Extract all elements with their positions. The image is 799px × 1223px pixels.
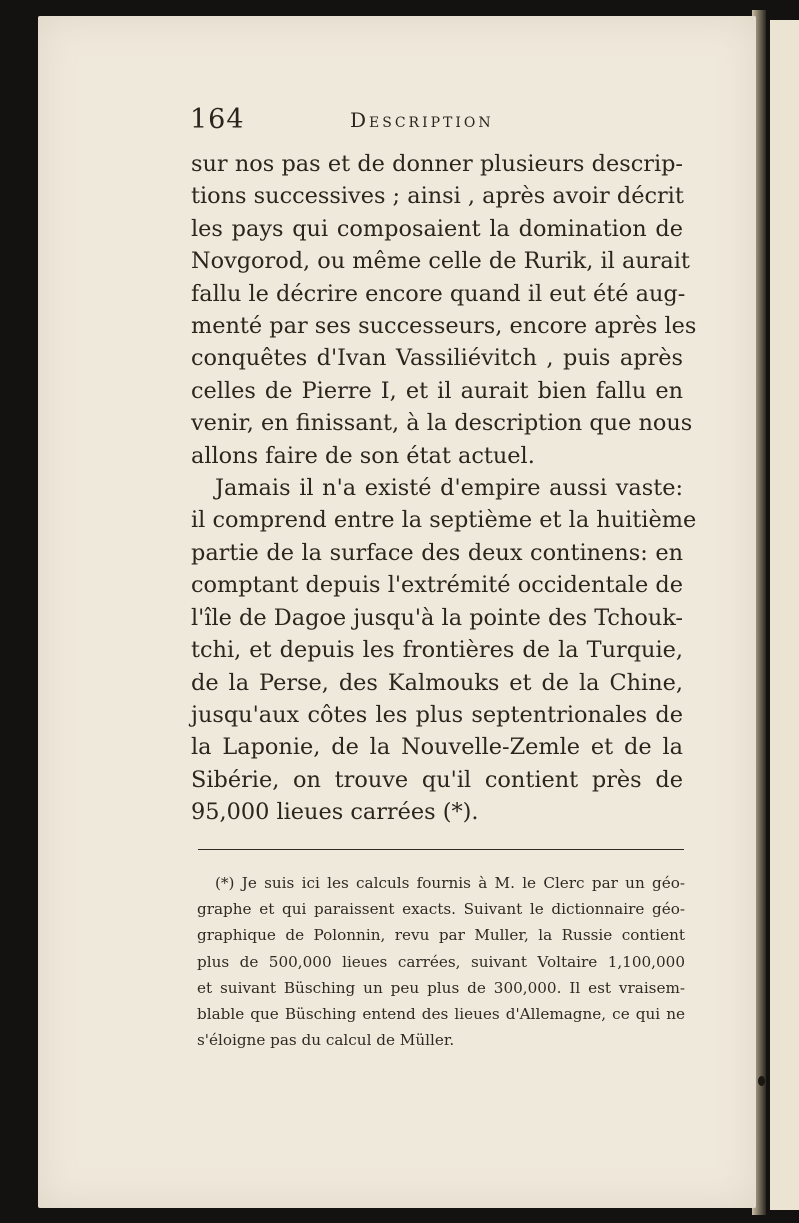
footnote-line: blable que Büsching entend des lieues d'Allemagne, ce qui ne xyxy=(197,1005,685,1024)
page-header xyxy=(190,104,690,140)
text-line: de la Perse, des Kalmouks et de la Chine, xyxy=(191,669,683,696)
text-line: Novgorod, ou même celle de Rurik, il aurait xyxy=(191,248,690,275)
footnote-line: (*) Je suis ici les calculs fournis à M. le Clerc par un géo- xyxy=(215,874,685,892)
text-line: allons faire de son état actuel. xyxy=(191,442,535,469)
text-line: 95,000 lieues carrées (*). xyxy=(191,799,479,826)
text-line: comptant depuis l'extrémité occidentale de xyxy=(191,572,683,599)
text-line: celles de Pierre I, et il aurait bien fallu en xyxy=(191,377,683,404)
text-line: jusqu'aux côtes les plus septentrionales de xyxy=(191,701,683,728)
body-text xyxy=(191,148,697,829)
text-line: Jamais il n'a existé d'empire aussi vaste: xyxy=(215,475,683,502)
text-line: sur nos pas et de donner plusieurs descrip- xyxy=(191,151,683,177)
text-line: tions successives ; ainsi , après avoir décrit xyxy=(191,183,684,210)
text-line: conquêtes d'Ivan Vassiliévitch , puis après xyxy=(191,345,683,372)
page-number: 164 xyxy=(190,104,245,135)
footnote-line: plus de 500,000 lieues carrées, suivant Voltaire 1,100,000 xyxy=(197,952,685,971)
text-line: Sibérie, on trouve qu'il contient près de xyxy=(191,766,683,793)
footnote-line: graphique de Polonnin, revu par Muller, la Russie contient xyxy=(197,926,685,945)
footnote xyxy=(197,870,685,1053)
footnote-rule xyxy=(198,849,684,850)
text-line: partie de la surface des deux continens: en xyxy=(191,539,683,566)
text-line: tchi, et depuis les frontières de la Turquie, xyxy=(191,637,683,664)
text-line: menté par ses successeurs, encore après les xyxy=(191,313,697,340)
footnote-line: s'éloigne pas du calcul de Müller. xyxy=(197,1031,455,1050)
footnote-line: graphe et qui paraissent exacts. Suivant le dictionnaire géo- xyxy=(197,900,685,919)
text-line: fallu le décrire encore quand il eut été aug- xyxy=(191,280,686,307)
text-line: la Laponie, de la Nouvelle-Zemle et de la xyxy=(191,734,683,761)
adjacent-page-edge xyxy=(770,20,799,1210)
running-head: Description xyxy=(350,108,494,132)
text-line: il comprend entre la septième et la huitième xyxy=(191,507,697,534)
text-line: les pays qui composaient la domination de xyxy=(191,215,683,242)
page-speck xyxy=(758,1076,765,1086)
footnote-line: et suivant Büsching un peu plus de 300,000. Il est vraisem- xyxy=(197,978,685,997)
text-line: venir, en finissant, à la description que nous xyxy=(191,410,693,437)
text-line: l'île de Dagoe jusqu'à la pointe des Tchouk- xyxy=(191,604,683,631)
